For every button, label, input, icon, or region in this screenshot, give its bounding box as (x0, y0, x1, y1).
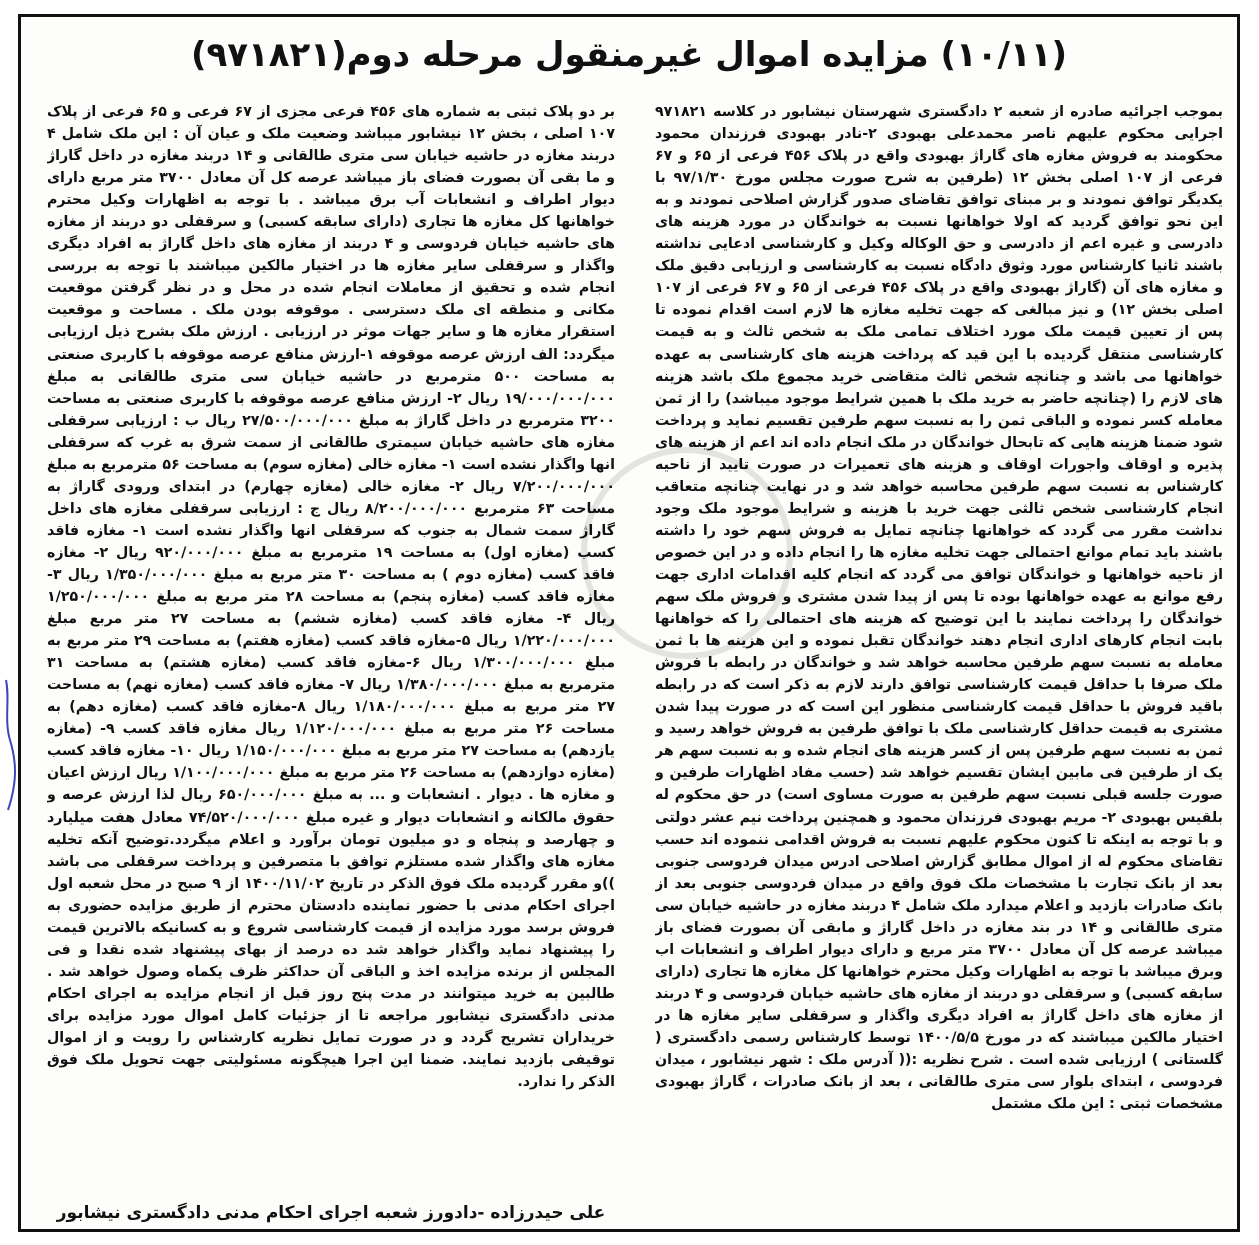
left-column-text: بر دو پلاک ثبتی به شماره های ۴۵۶ فرعی مجزی از ۶۷ فرعی و ۶۵ فرعی از پلاک ۱۰۷ اصلی ، بخش ۱۲ نیشابور میباشد وضعیت ملک و عیان آن : این ملک شامل ۴ دربند مغازه در حاشیه خیابان سی متری طالقانی و ۱۴ دربند مغازه در داخل گاراژ و ما بقی آن بصورت فضای باز میباشد عرصه کل آن معادل ۳۷۰۰ متر مربع دارای دیوار اطراف و انشعابات آب برق میباشد . با توجه به اظهارات وکیل محترم خواهانها کل مغازه ها تجاری (دارای سابقه کسبی) و سرقفلی دو دربند از مغازه های حاشیه خیابان فردوسی و ۴ دربند از مغازه های داخل گاراژ به افراد دیگری واگذار و سرقفلی سایر مغازه ها در اختیار مالکین میباشند با توجه به بررسی انجام شده و تحقیق از معاملات انجام شده در محل و در نظر گرفتن موقعیت مکانی و منطقه ای ملک دسترسی . موقوفه بودن ملک . مساحت و موقعیت استقرار مغازه ها و سایر جهات موثر در ارزیابی . ارزش ملک بشرح ذیل ارزیابی میگردد: الف ارزش عرصه موقوفه ۱-ارزش منافع عرصه موقوفه با کاربری صنعتی به مساحت ۵۰۰ مترمربع در حاشیه خیابان سی متری طالقانی به مبلغ ۱۹/۰۰۰/۰۰۰/۰۰۰ ریال ۲- ارزش منافع عرصه موقوفه با کاربری صنعتی به مساحت ۳۲۰۰ مترمربع در داخل گاراژ به مبلغ ۲۷/۵۰۰/۰۰۰/۰۰۰ ریال ب : ارزیابی سرقفلی مغازه های حاشیه خیابان سیمتری طالقانی از سمت شرق به غرب که سرقفلی انها واگذار نشده است ۱- مغازه خالی (مغازه سوم) به مساحت ۵۶ مترمربع به مبلغ ۷/۲۰۰/۰۰۰/۰۰۰ ریال ۲- مغازه خالی (مغازه چهارم) در ابتدای ورودی گاراژ به مساحت ۶۳ مترمربع ۸/۲۰۰/۰۰۰/۰۰۰ ریال ج : ارزیابی سرقفلی مغازه های داخل گاراژ سمت شمال به جنوب که سرقفلی انها واگذار نشده است ۱- مغازه فاقد کسب (مغازه اول) به مساحت ۱۹ مترمربع به مبلغ ۹۲۰/۰۰۰/۰۰۰ ریال ۲- مغازه فاقد کسب (مغازه دوم ) به مساحت ۳۰ متر مربع به مبلغ ۱/۳۵۰/۰۰۰/۰۰۰ ریال ۳- مغازه فاقد کسب (مغازه پنجم) به مساحت ۲۸ متر مربع به مبلغ ۱/۲۵۰/۰۰۰/۰۰۰ ریال ۴- مغازه فاقد کسب (مغازه ششم) به مساحت ۲۷ متر مربع مبلغ ۱/۲۲۰/۰۰۰/۰۰۰ ریال ۵-مغازه فاقد کسب (مغازه هفتم) به مساحت ۲۹ متر مربع به مبلغ ۱/۳۰۰/۰۰۰/۰۰۰ ریال ۶-مغازه فاقد کسب (مغازه هشتم) به مساحت ۳۱ مترمربع به مبلغ ۱/۳۸۰/۰۰۰/۰۰۰ ریال ۷- مغازه فاقد کسب (مغازه نهم) به مساحت ۲۷ متر مربع به مبلغ ۱/۱۸۰/۰۰۰/۰۰۰ ریال ۸-مغازه فاقد کسب (مغازه دهم) به مساحت ۲۶ متر مربع به مبلغ ۱/۱۲۰/۰۰۰/۰۰۰ ریال مغازه فاقد کسب ۹- (مغازه یازدهم) به مساحت ۲۷ متر مربع به مبلغ ۱/۱۵۰/۰۰۰/۰۰۰ ریال ۱۰- مغازه فاقد کسب (مغازه دوازدهم) به مساحت ۲۶ متر مربع به مبلغ ۱/۱۰۰/۰۰۰/۰۰۰ ریال ارزش اعیان و مغازه ها . دیوار . انشعابات و ... به مبلغ ۶۵۰/۰۰۰/۰۰۰ ریال لذا ارزش عرصه و حقوق مالکانه و انشعابات دیوار و غیره مبلغ ۷۴/۵۲۰/۰۰۰/۰۰۰ معادل هفت میلیارد و چهارصد و پنجاه و دو میلیون تومان برآورد و اعلام میگردد.توضیح آنکه تخلیه مغازه های واگذار شده مستلزم توافق با متصرفین و پرداخت سرقفلی می باشد ))و مقرر گردیده ملک فوق الذکر در تاریخ ۱۴۰۰/۱۱/۰۲ از ۹ صبح در محل شعبه اول اجرای احکام مدنی با حضور نماینده دادستان محترم از طریق مزایده حضوری به فروش برسد مورد مزایده از قیمت کارشناسی شروع و به کسانیکه بالاترین قیمت را پیشنهاد نماید واگذار خواهد شد ده درصد از بهای پیشنهاد شده نقدا و فی المجلس از برنده مزایده اخذ و الباقی آن حداکثر ظرف یکماه وصول خواهد شد . طالبین به خرید میتوانند در مدت پنج روز قبل از انجام مزایده به اجرای احکام مدنی دادگستری نیشابور مراجعه تا از جزئیات کامل اموال مورد مزایده برای خریداران تشریح گردد و در صورت تمایل نظریه کارشناس را رویت و از اموال توقیفی بازدید نمایند. ضمنا این اجرا هیچگونه مسئولیتی جهت تحویل ملک فوق الذکر را ندارد. (47, 104, 615, 1091)
right-column-text: بموجب اجرائیه صادره از شعبه ۲ دادگستری شهرستان نیشابور در کلاسه ۹۷۱۸۲۱ اجرایی محکوم علیهم ناصر محمدعلی بهبودی ۲-نادر بهبودی فرزندان محمود محکومند به فروش مغازه های گاراژ بهبودی واقع در پلاک ۴۵۶ فرعی از ۶۵ و ۶۷ فرعی از ۱۰۷ اصلی بخش ۱۲ (طرفین به شرح صورت مجلس مورخ ۹۷/۱/۳۰ با یکدیگر توافق نمودند و بر مبنای توافق تقاضای صدور گزارش اصلاحی نمودند و به این نحو توافق گردید که اولا خواهانها نسبت به خواندگان در مورد هزینه های دادرسی و غیره اعم از دادرسی و حق الوکاله وکیل و کارشناسی ادعایی نداشته باشند ثانیا کارشناس مورد وثوق دادگاه نسبت به کارشناسی و ارزیابی دقیق ملک و مغازه های آن (گاراژ بهبودی واقع در پلاک ۴۵۶ فرعی از ۶۵ و ۶۷ فرعی از ۱۰۷ اصلی بخش ۱۲) و نیز مبالغی که جهت تخلیه مغازه ها لازم است اقدام نموده تا پس از تعیین قیمت ملک مورد اختلاف تمامی ملک به شخص ثالث و به قیمت کارشناسی منتقل گردیده با این قید که پرداخت هزینه های کارشناسی به عهده خواهانها می باشد و چنانچه شخص ثالث متقاضی خرید مجموع ملک باشد هزینه های لازم را (چنانچه حاضر به خرید ملک با همین شرایط موجود میباشد) را از ثمن معامله کسر نموده و الباقی ثمن را به نسبت سهم طرفین تقسیم نماید و پرداخت شود ضمنا هزینه هایی که تابحال خواندگان در ملک انجام داده اند اعم از هزینه های پذیره و اوقاف واجورات اوقاف و هزینه های تعمیرات در صورت تایید از ناحیه کارشناس به نسبت سهم طرفین محاسبه خواهد شد و در نهایت چنانچه متعاقب انجام کارشناسی شخص ثالثی جهت خرید با هزینه و شرایط موجود ملک وجود نداشت مقرر می گردد که خواهانها چنانچه تمایل به فروش سهم خود را داشته باشند باید تمام موانع احتمالی جهت تخلیه مغازه ها را انجام داده و در این خصوص از ناحیه خواهانها و خواندگان توافق می گردد که انجام کلیه اقدامات اداری جهت رفع موانع به عهده خواهانها بوده تا پس از پیدا شدن مشتری و فروش ملک سهم خواندگان را پرداخت نمایند با این توضیح که هزینه های احتمالی را که خواهانها بابت انجام کارهای اداری انجام دهند خواندگان تقبل نموده و این هزینه ها با ثمن معامله به نسبت سهم طرفین محاسبه خواهد شد و خواندگان در رابطه با فروش ملک صرفا با حداقل قیمت کارشناسی توافق دارند لازم به ذکر است که در رابطه باقید فروش با حداقل قیمت کارشناسی منظور این است که در صورت پیدا شدن مشتری به قیمت حداقل کارشناسی ملک با توافق طرفین به فروش خواهد رسید و ثمن به نسبت سهم طرفین پس از کسر هزینه های انجام شده و به نسبت سهم هر یک از طرفین فی مابین ایشان تقسیم خواهد شد (حسب مفاد اظهارات طرفین و صورت جلسه قبلی نسبت سهم طرفین به صورت مساوی است) در حق محکوم له بلقیس بهبودی ۲- مریم بهبودی فرزندان محمود و همچنین پرداخت نیم عشر دولتی و با توجه به اینکه تا کنون محکوم علیهم نسبت به فروش اقدامی ننموده اند حسب تقاضای محکوم له از اموال مطابق گزارش اصلاحی ادرس میدان فردوسی جنوبی بعد از بانک تجارت با مشخصات ملک فوق واقع در میدان فردوسی جنوبی بعد از بانک صادرات بازدید و اعلام میدارد ملک شامل ۴ دربند مغازه در حاشیه خیابان سی متری طالقانی و ۱۴ در بند مغازه در داخل گاراژ و مابقی آن بصورت فضای باز میباشد عرصه کل آن معادل ۳۷۰۰ متر مربع و دارای دیوار اطراف و انشعابات اب وبرق میباشد با توجه به اظهارات وکیل محترم خواهانها کل مغازه ها تجاری (دارای سابقه کسبی) و سرقفلی دو دربند از مغازه های حاشیه خیابان فردوسی و ۴ دربند از مغازه های داخل گاراژ به افراد دیگری واگذار و سرقفلی سایر مغازه ها در اختیار مالکین میباشند که در مورخ ۱۴۰۰/۵/۵ توسط کارشناس رسمی دادگستری ( گلستانی ) ارزیابی شده است . شرح نظریه :(( آدرس ملک : شهر نیشابور ، میدان فردوسی ، ابتدای بلوار سی متری طالقانی ، بعد از بانک صادرات ، گاراژ بهبودی مشخصات ثبتی : این ملک مشتمل (655, 104, 1223, 1113)
left-column (47, 101, 615, 1221)
right-column (655, 101, 1223, 1221)
notice-title: (۱۰/۱۱) مزایده اموال غیرمنقول مرحله دوم(۹۷۱۸۲۱) (191, 35, 1067, 75)
signature-line: علی حیدرزاده -دادورز شعبه اجرای احکام مدنی دادگستری نیشابور (56, 1203, 606, 1223)
notice-frame (18, 14, 1240, 1232)
